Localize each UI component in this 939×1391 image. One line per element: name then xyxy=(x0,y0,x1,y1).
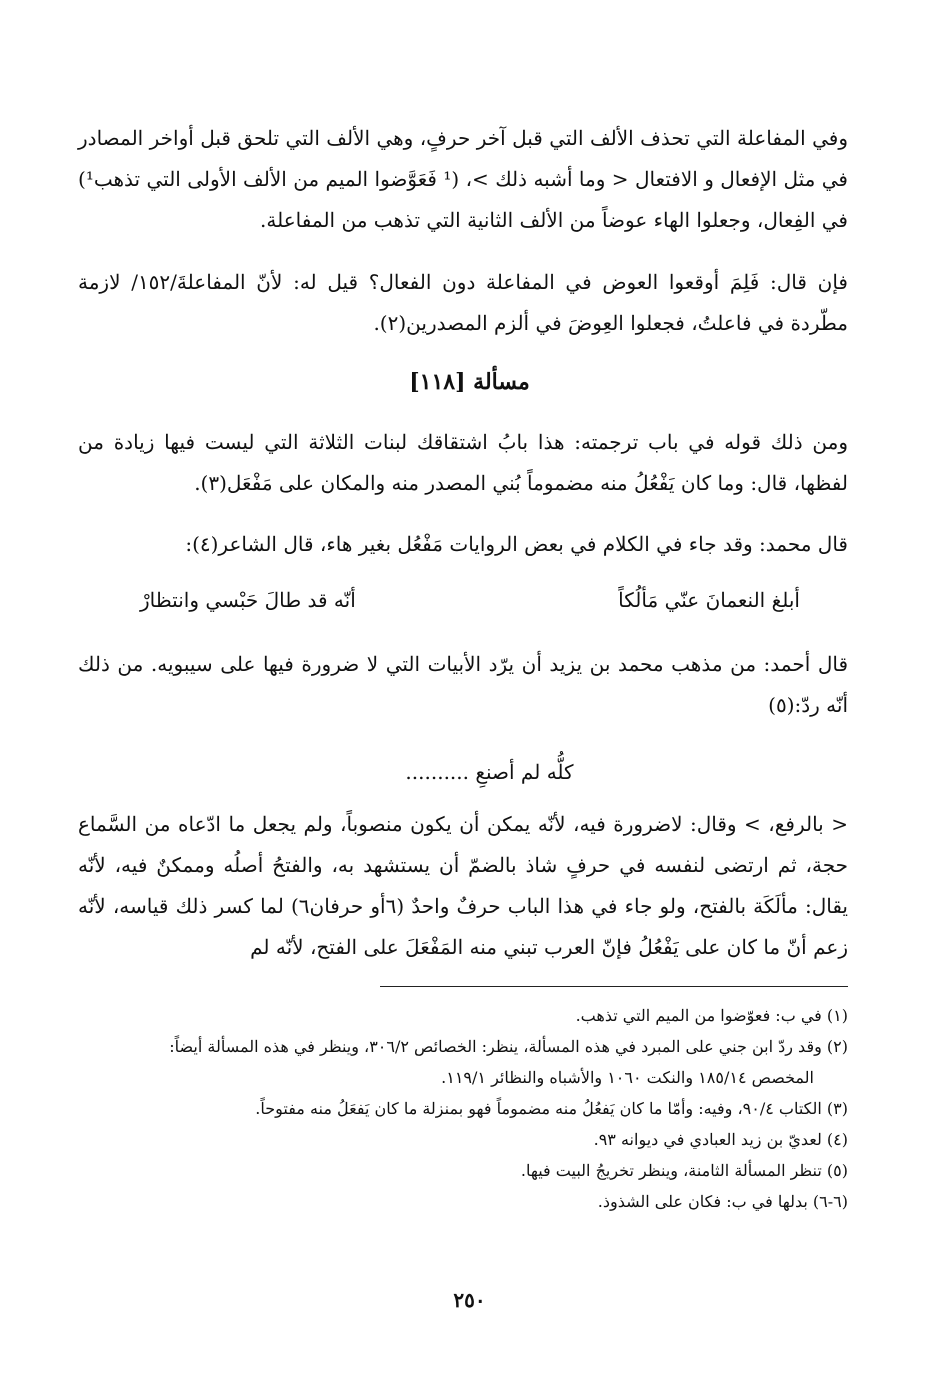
ellipsis-dots: .......... xyxy=(405,760,469,784)
paragraph-raf: < بالرفع، > وقال: لاضرورة فيه، لأنّه يمكن أن يكون منصوباً، ولم يجعل ما ادّعاه من السَّماع حجة، ثم ارتضى لنفسه في حرفٍ شاذ بالضمّ أن يستشهد به، والفتحُ أصلُه وممكنٌ فيه، لأنّه يقال: مألَكَة بالفتح، ولو جاء في هذا الباب حرفٌ واحدٌ (٦أو حرفان٦) لما كسر ذلك قياسه، لأنّه زعم أنّ ما كان على يَفْعُلُ فإنّ العرب تبني منه المَفْعَلَ على الفتح، لأنّه لم xyxy=(78,812,848,959)
hemistich-text: كلُّه لم أصنعِ xyxy=(475,760,574,784)
quoted-hemistich xyxy=(0,752,939,792)
footnote-2-continued: المخصص ١٨٥/١٤ والنكت ١٠٦٠ والأشباه والنظائر ١١٩/١. xyxy=(441,1068,814,1087)
poetry-verse xyxy=(140,580,800,620)
footnote-3: (٣) الكتاب ٩٠/٤، وفيه: وأمّا ما كان يَفعُلُ منه مضموماً فهو بمنزلة ما كان يَفعَلُ منه مفتوحاً. xyxy=(255,1099,848,1118)
verse-first-hemistich: أبلغ النعمانَ عنّي مَألُكاً xyxy=(618,588,800,612)
paragraph-muhammad: قال محمد: وقد جاء في الكلام في بعض الروايات مَفْعُل بغير هاء، قال الشاعر(٤): xyxy=(185,532,848,556)
footnote-2: (٢) وقد ردّ ابن جني على المبرد في هذه المسألة، ينظر: الخصائص ٣٠٦/٢، وينظر في هذه المسألة أيضاً: xyxy=(169,1037,848,1056)
paragraph-question: فإن قال: فَلِمَ أوقعوا العوض في المفاعلة دون الفعال؟ قيل له: لأنّ المفاعلةَ/١٥٢/ لازمة مطّردة في فاعلتُ، فجعلوا العِوضَ في ألزم المصدرين(٢). xyxy=(78,270,848,335)
footnote-5: (٥) تنظر المسألة الثامنة، وينظر تخريجُ البيت فيها. xyxy=(520,1161,848,1180)
footnote-6: (٦-٦) بدلها في ب: فكان على الشذوذ. xyxy=(597,1192,848,1211)
paragraph-ahmad: قال أحمد: من مذهب محمد بن يزيد أن يرّد الأبيات التي لا ضرورة فيها على سيبويه. من ذلك أنّه ردّ:(٥) xyxy=(78,652,848,717)
footnote-1: (١) في ب: فعوّضوا من الميم التي تذهب. xyxy=(575,1006,848,1025)
section-heading: مسألة [١١٨] xyxy=(409,369,530,395)
paragraph-chapter-quote: ومن ذلك قوله في باب ترجمته: هذا بابُ اشتقاقك لبنات الثلاثة التي ليست فيها زيادة من لفظها، قال: وما كان يَفْعُلُ منه مضموماً بُني المصدر منه والمكان على مَفْعَل(٣). xyxy=(78,430,848,495)
footnote-4: (٤) لعديّ بن زيد العبادي في ديوانه ٩٣. xyxy=(593,1130,848,1149)
page-number: ٢٥٠ xyxy=(453,1288,486,1312)
paragraph-mufaala: وفي المفاعلة التي تحذف الألف التي قبل آخر حرفٍ، وهي الألف التي تلحق قبل أواخر المصادر في مثل الإفعال و الافتعال < وما أشبه ذلك >، (¹ فَعَوَّضوا الميم من الألف الأولى التي تذهب¹) في الفِعال، وجعلوا الهاء عوضاً من الألف الثانية التي تذهب من المفاعلة. xyxy=(78,126,848,232)
verse-second-hemistich: أنّه قد طالَ حَبْسي وانتظارْ xyxy=(140,588,356,612)
footnote-divider xyxy=(380,986,848,987)
footnotes-list xyxy=(78,1000,848,1217)
